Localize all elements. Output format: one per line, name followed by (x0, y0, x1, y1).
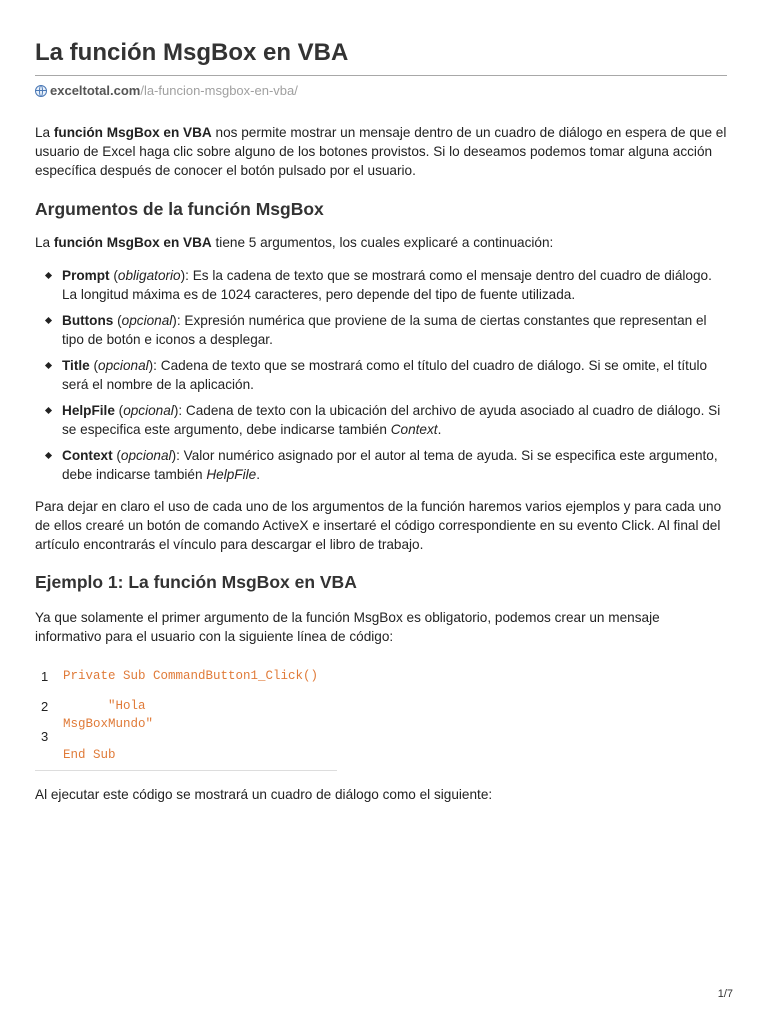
list-item-helpfile (35, 401, 727, 439)
intro-text: nos permite mostrar un mensaje dentro de un cuadro de diálogo en espera de que el usuario de Excel haga clic sobre alguno de los botones provistos. Si lo deseamos podemos tomar alguna acción específica después de conocer el botón pulsado por el usuario. (35, 125, 727, 178)
paren-close: ): (148, 358, 161, 373)
bullet-icon (45, 362, 52, 369)
list-item-context (35, 446, 727, 484)
bullet-icon (45, 452, 52, 459)
examples-intro-paragraph: Para dejar en claro el uso de cada uno de los argumentos de la función haremos varios ejemplos y para cada uno de ellos crearé un botón de comando ActiveX e insertaré el código correspondiente en su evento Click. Al final del artículo encontrarás el vínculo para descargar el libro de trabajo. (35, 499, 722, 552)
code-line: End Sub (63, 748, 116, 762)
code-line: MsgBoxMundo" (63, 717, 154, 731)
paren-close: ): (172, 313, 185, 328)
bullet-icon (45, 272, 52, 279)
code-line: Private Sub CommandButton1_Click() (63, 669, 319, 683)
argument-kind: opcional (98, 358, 149, 373)
argument-name: HelpFile (62, 403, 115, 418)
argument-name: Context (62, 448, 113, 463)
page-title: La función MsgBox en VBA (35, 39, 349, 66)
title-divider (35, 75, 727, 76)
list-item-title (35, 356, 727, 394)
argument-name: Prompt (62, 268, 110, 283)
sentence-end: . (256, 467, 260, 482)
args-intro-text: tiene 5 argumentos, los cuales explicaré a continuación: (211, 235, 554, 250)
list-item-buttons (35, 311, 727, 349)
line-number: 2 (41, 699, 49, 714)
paren-close: ): (180, 268, 193, 283)
bullet-icon (45, 317, 52, 324)
argument-description: Cadena de texto con la ubicación del archivo de ayuda asociado al cuadro de diálogo. Si se especifica este argumento, debe indicarse también (62, 403, 721, 437)
args-intro-prefix: La (35, 235, 54, 250)
section-heading-arguments: Argumentos de la función MsgBox (35, 199, 324, 219)
arguments-list (35, 266, 727, 491)
line-number: 3 (41, 729, 49, 744)
code-line: "Hola (63, 699, 146, 713)
argument-kind: obligatorio (117, 268, 181, 283)
argument-kind: opcional (120, 448, 172, 463)
argument-reference: Context (390, 422, 438, 437)
page-number: 1/7 (717, 988, 733, 1000)
arguments-intro-paragraph (35, 233, 727, 252)
paren-open: ( (89, 358, 99, 373)
example1-paragraph: Ya que solamente el primer argumento de la función MsgBox es obligatorio, podemos crear un mensaje informativo para el usuario con la siguiente línea de código: (35, 610, 660, 644)
argument-name: Buttons (62, 313, 114, 328)
argument-kind: opcional (121, 313, 173, 328)
intro-prefix: La (35, 125, 54, 140)
section-heading-example1: Ejemplo 1: La función MsgBox en VBA (35, 572, 357, 592)
intro-paragraph (35, 123, 727, 180)
args-intro-bold: función MsgBox en VBA (53, 235, 212, 250)
result-paragraph: Al ejecutar este código se mostrará un cuadro de diálogo como el siguiente: (35, 787, 493, 802)
paren-open: ( (114, 403, 124, 418)
paren-open: ( (113, 313, 122, 328)
paren-open: ( (112, 448, 121, 463)
list-item-prompt (35, 266, 727, 304)
paren-open: ( (109, 268, 118, 283)
argument-reference: HelpFile (206, 467, 257, 482)
argument-description: Es la cadena de texto que se mostrará como el mensaje dentro del cuadro de diálogo. La longitud máxima es de 1024 caracteres, pero depende del tipo de fuente utilizada. (62, 268, 712, 302)
globe-icon (35, 85, 47, 97)
sentence-end: . (437, 422, 442, 437)
argument-description: Expresión numérica que proviene de la suma de ciertas constantes que representan el tipo de botón e iconos a desplegar. (62, 313, 707, 347)
line-number: 1 (41, 669, 49, 684)
paren-close: ): (171, 448, 184, 463)
code-block (35, 662, 337, 771)
source-path[interactable]: /la-funcion-msgbox-en-vba/ (140, 83, 298, 98)
bullet-icon (45, 407, 52, 414)
paren-close: ): (173, 403, 186, 418)
argument-kind: opcional (123, 403, 174, 418)
argument-description: Valor numérico asignado por el autor al tema de ayuda. Si se especifica este argumento, debe indicarse también (62, 448, 718, 482)
source-url[interactable] (35, 83, 298, 99)
source-domain[interactable]: exceltotal.com (50, 83, 141, 98)
intro-bold: función MsgBox en VBA (53, 125, 212, 140)
argument-description: Cadena de texto que se mostrará como el título del cuadro de diálogo. Si se omite, el título será el nombre de la aplicación. (62, 358, 708, 392)
argument-name: Title (62, 358, 90, 373)
